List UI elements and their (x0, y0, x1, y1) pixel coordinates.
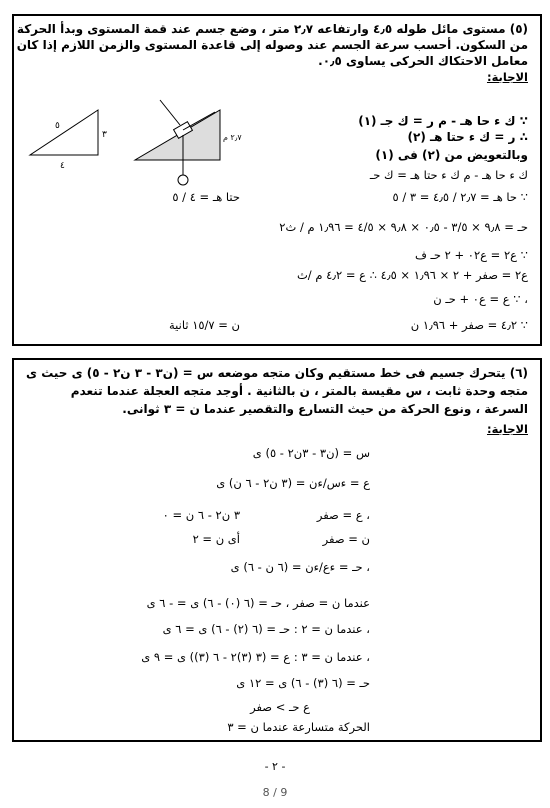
q6-eq-7: ، عندما ن = ٢ : حـ = (٦ (٢) - ٦) ى = ٦ ى (162, 622, 370, 636)
q6-eq-1: س = (ن٣ - ٣ن٢ - ٥) ى (252, 446, 370, 460)
q5-eq-4: ك ء حا هـ - م ك ء حتا هـ = ك حـ (369, 168, 528, 182)
q5-line-1: (٥) مستوى مائل طوله ٤٫٥ وارتفاعه ٢٫٧ متر ، وضع جسم عند قمة المستوى وبدأ الحركة (16, 22, 528, 36)
q5-eq-6: حـ = ٩٫٨ × ٣/٥ - ٠٫٥ × ٩٫٨ × ٤/٥ = ١٫٩٦ م / ث٢ (279, 220, 528, 234)
ratio-hyp-label: ٥ (55, 121, 60, 131)
ratio-base-label: ٤ (60, 161, 65, 171)
q6-eq-3b: ٣ ن٢ - ٦ ن = ٠ (162, 508, 240, 522)
weight-circle (178, 175, 188, 185)
normal-arrow (160, 100, 180, 125)
q6-line-2: متجه وحدة ثابت ، س مقيسة بالمتر ، ن بالثانية . أوجد متجه العجلة عندما تنعدم (70, 384, 528, 398)
q5-eq-2: ∴ ر = ك ء حتا هـ (٢) (407, 130, 528, 144)
q5-eq-10b: ن = ١٥/٧ ثانية (168, 318, 240, 332)
incline-diagram (20, 80, 242, 190)
ratio-side-label: ٣ (102, 130, 107, 140)
q6-eq-6: عندما ن = صفر ، حـ = (٦ (٠) - ٦) ى = - ٦ ى (146, 596, 370, 610)
q6-line-3: السرعة ، ونوع الحركة من حيث التسارع والتقصير عندما ن = ٣ ثوانى. (122, 402, 528, 416)
q6-eq-9: حـ = (٦ (٣) - ٦) ى = ١٢ ى (236, 676, 370, 690)
page-number: - ٢ - (264, 760, 286, 773)
q6-eq-11: الحركة متسارعة عندما ن = ٣ (227, 720, 370, 734)
q6-eq-4b: أى ن = ٢ (192, 532, 240, 546)
q5-eq-8: ع٢ = صفر + ٢ × ١٫٩٦ × ٤٫٥ ∴ ع = ٤٫٢ م /ث (296, 268, 528, 282)
question-6-box (12, 358, 542, 742)
q5-line-3: معامل الاحتكاك الحركى يساوى ٠٫٥. (318, 54, 528, 68)
pager-indicator: 8 / 9 (262, 786, 288, 799)
q5-line-2: من السكون. أحسب سرعة الجسم عند وصوله إلى قاعدة المستوى والزمن اللازم إذا كان (16, 38, 528, 52)
q6-eq-10: ع حـ > صفر (250, 700, 310, 714)
q6-answer-label: الاجابة: (486, 422, 528, 436)
q6-line-1: (٦) يتحرك جسيم فى خط مستقيم وكان متجه موضعه س = (ن٣ - ٣ ن٢ - ٥) ى حيث ى (26, 366, 528, 380)
q5-eq-9: ، ∵ ع = ع٠ + حـ ن (433, 292, 528, 306)
q5-eq-5b: حتا هـ = ٤ / ٥ (172, 190, 240, 204)
q5-eq-10: ∵ ٤٫٢ = صفر + ١٫٩٦ ن (410, 318, 528, 332)
q5-eq-1: ∵ ك ء حا هـ - م ر = ك جـ (١) (358, 114, 528, 128)
q6-eq-8: ، عندما ن = ٣ : ع = (٣ (٣)٢ - ٦ (٣)) ى = ٩ ى (141, 650, 370, 664)
height-label: ٢٫٧ م (223, 133, 242, 142)
q6-eq-3a: ، ع = صفر (316, 508, 370, 522)
ratio-triangle (30, 110, 98, 155)
question-5-box (12, 14, 542, 346)
q5-eq-7: ∵ ع٢ = ع٠٢ + ٢ حـ ف (414, 248, 528, 262)
q6-eq-2: ع = ءس/ءن = (٣ ن٢ - ٦ ن) ى (216, 476, 370, 490)
q5-eq-5a: ∵ حا هـ = ٢٫٧ / ٤٫٥ = ٣ / ٥ (392, 190, 528, 204)
q5-answer-label: الاجابة: (486, 70, 528, 84)
q5-eq-3: وبالتعويض من (٢) فى (١) (375, 148, 528, 162)
q6-eq-5: ، حـ = ءع/ءن = (٦ ن - ٦) ى (230, 560, 370, 574)
q6-eq-4a: ن = صفر (322, 532, 370, 546)
